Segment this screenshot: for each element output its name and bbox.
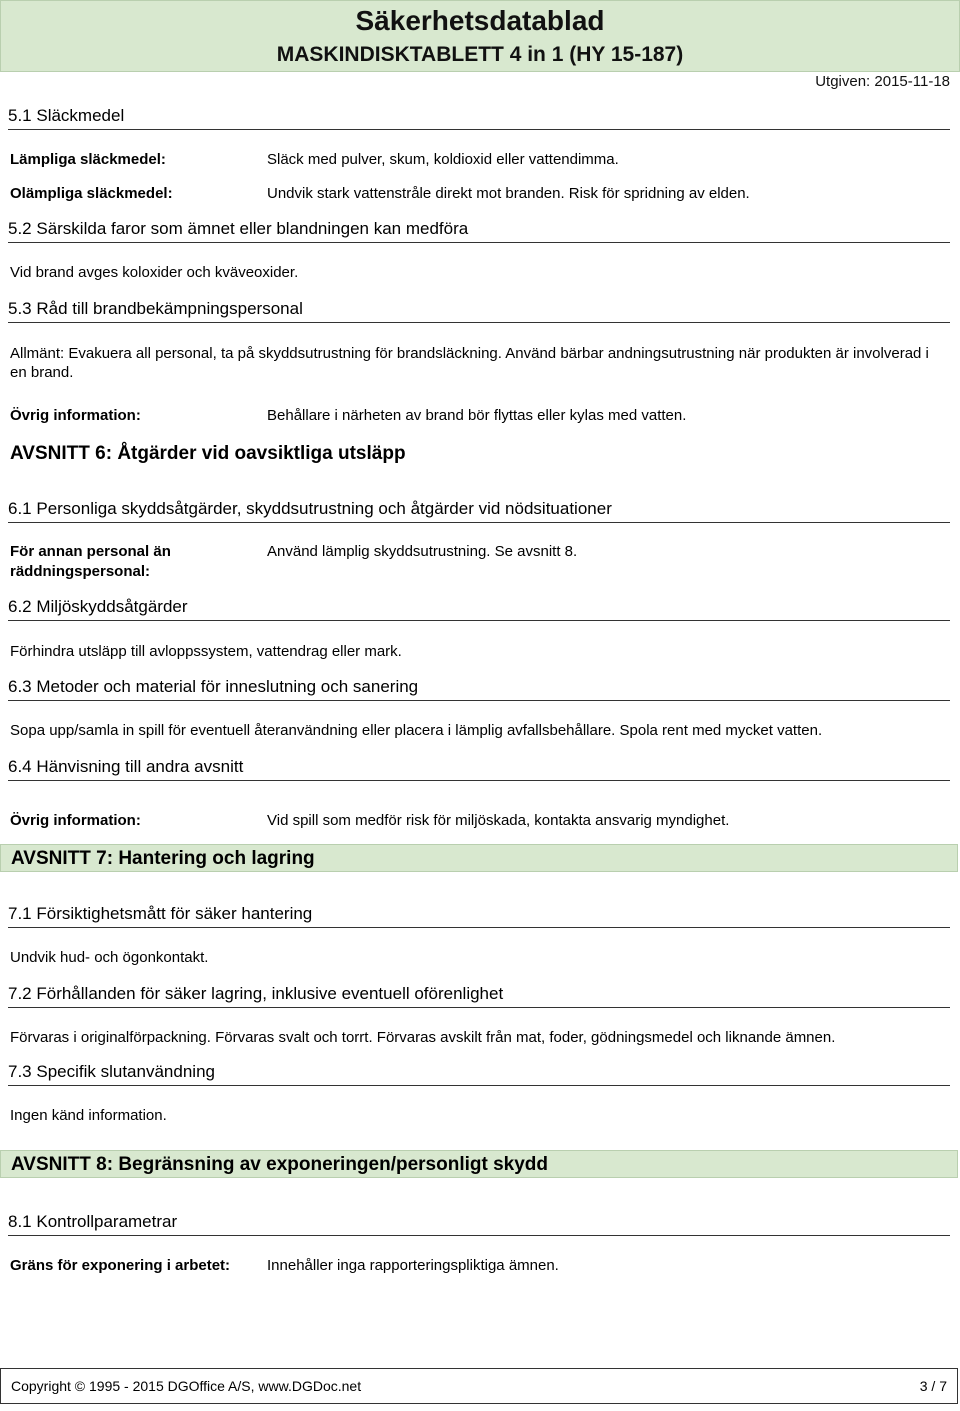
exposure-limit-label: Gräns för exponering i arbetet: (10, 1257, 231, 1274)
page-number: 3 / 7 (919, 1378, 947, 1394)
text-7-2: Förvaras i originalförpackning. Förvaras svalt och torrt. Förvaras avskilt från mat, foder, gödningsmedel och liknande ämnen. (10, 1029, 836, 1046)
document-header (0, 0, 960, 72)
exposure-limit-value: Innehåller inga rapporteringspliktiga ämnen. (267, 1257, 559, 1274)
heading-8-1: 8.1 Kontrollparametrar (8, 1212, 950, 1236)
copyright-text: Copyright © 1995 - 2015 DGOffice A/S, www.DGDoc.net (11, 1378, 362, 1394)
section-6-title: AVSNITT 6: Åtgärder vid oavsiktliga utsläpp (10, 443, 406, 464)
other-info-value-5: Behållare i närheten av brand bör flyttas eller kylas med vatten. (267, 407, 687, 424)
heading-7-3: 7.3 Specifik slutanvändning (8, 1062, 950, 1086)
heading-6-1: 6.1 Personliga skyddsåtgärder, skyddsutrustning och åtgärder vid nödsituationer (8, 499, 950, 523)
heading-7-2: 7.2 Förhållanden för säker lagring, inklusive eventuell oförenlighet (8, 984, 950, 1008)
non-emergency-label-line1: För annan personal än (10, 543, 171, 560)
heading-6-2: 6.2 Miljöskyddsåtgärder (8, 597, 950, 621)
heading-5-3: 5.3 Råd till brandbekämpningspersonal (8, 299, 950, 323)
heading-6-3: 6.3 Metoder och material för inneslutning och sanering (8, 677, 950, 701)
issued-date: Utgiven: 2015-11-18 (815, 73, 950, 90)
page-footer (0, 1368, 958, 1404)
non-emergency-label-line2: räddningspersonal: (10, 563, 151, 580)
text-7-3: Ingen känd information. (10, 1107, 167, 1124)
heading-5-2: 5.2 Särskilda faror som ämnet eller blandningen kan medföra (8, 219, 950, 243)
document-title: Säkerhetsdatablad (355, 5, 605, 36)
suitable-extinguishing-label: Lämpliga släckmedel: (10, 151, 166, 168)
text-5-3: Allmänt: Evakuera all personal, ta på skyddsutrustning för brandsläckning. Använd bärbar andningsutrustning när produkten är involverad i en brand. (10, 345, 929, 381)
section-7-title: AVSNITT 7: Hantering och lagring (0, 844, 958, 872)
text-7-1: Undvik hud- och ögonkontakt. (10, 949, 209, 966)
unsuitable-extinguishing-value: Undvik stark vattenstråle direkt mot branden. Risk för spridning av elden. (267, 185, 750, 202)
other-info-label-5: Övrig information: (10, 407, 141, 424)
heading-6-4: 6.4 Hänvisning till andra avsnitt (8, 757, 950, 781)
other-info-value-6: Vid spill som medför risk för miljöskada, kontakta ansvarig myndighet. (267, 812, 730, 829)
product-name: MASKINDISKTABLETT 4 in 1 (HY 15-187) (276, 43, 684, 66)
heading-5-1: 5.1 Släckmedel (8, 106, 950, 130)
suitable-extinguishing-value: Släck med pulver, skum, koldioxid eller vattendimma. (267, 151, 619, 168)
heading-7-1: 7.1 Försiktighetsmått för säker hantering (8, 904, 950, 928)
text-6-3: Sopa upp/samla in spill för eventuell återanvändning eller placera i lämplig avfallsbehållare. Spola rent med mycket vatten. (10, 722, 823, 739)
other-info-label-6: Övrig information: (10, 812, 141, 829)
section-8-title: AVSNITT 8: Begränsning av exponeringen/personligt skydd (0, 1150, 958, 1178)
unsuitable-extinguishing-label: Olämpliga släckmedel: (10, 185, 173, 202)
text-5-2: Vid brand avges koloxider och kväveoxider. (10, 264, 299, 281)
non-emergency-value: Använd lämplig skyddsutrustning. Se avsnitt 8. (267, 543, 578, 560)
text-6-2: Förhindra utsläpp till avloppssystem, vattendrag eller mark. (10, 643, 402, 660)
